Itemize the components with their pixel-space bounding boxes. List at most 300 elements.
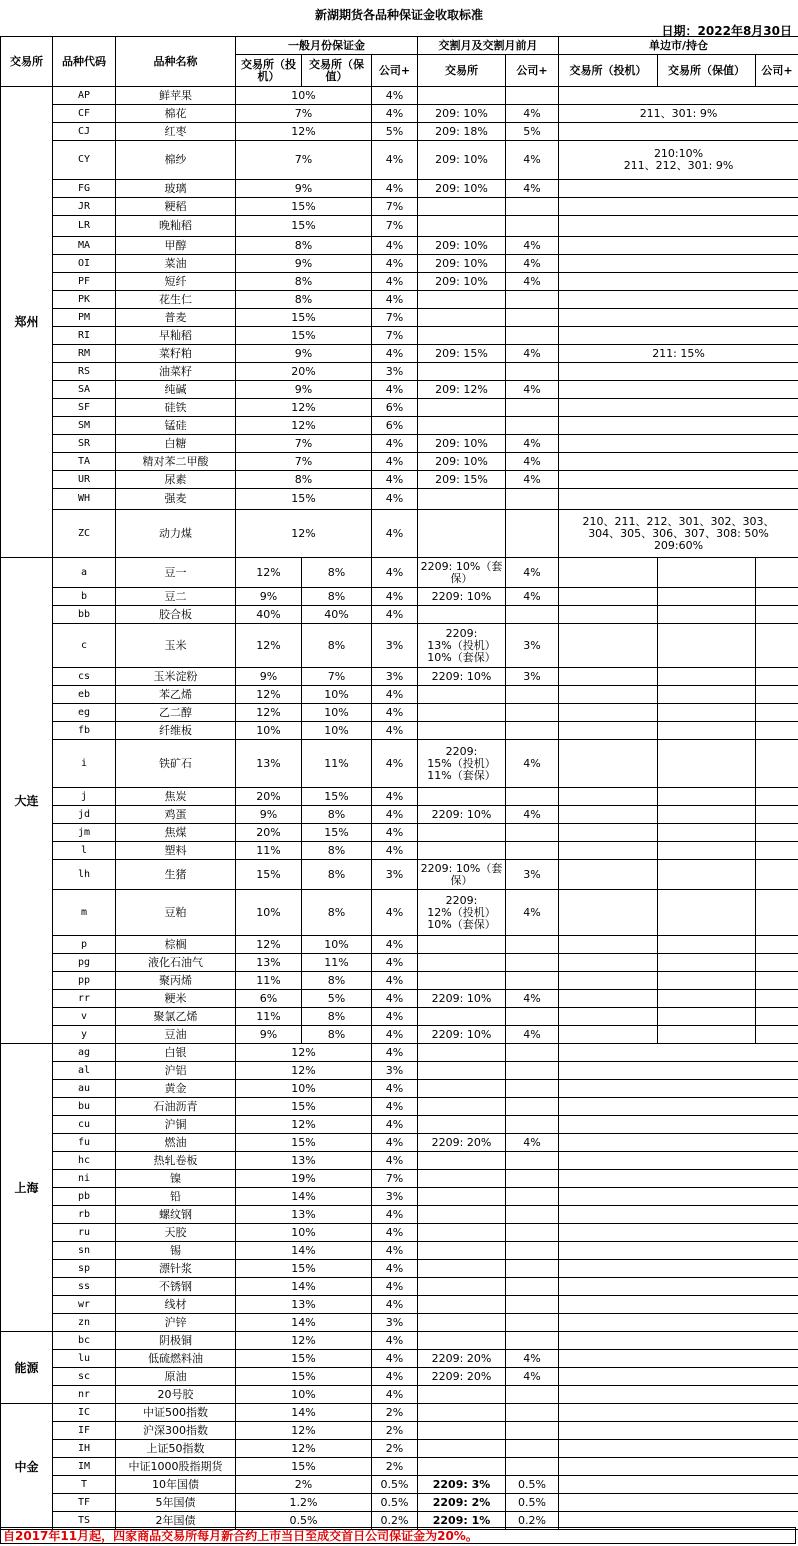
delivery-company-cell bbox=[506, 1062, 559, 1080]
unilateral-cell bbox=[559, 255, 798, 273]
general-cell: 0.5% bbox=[236, 1512, 372, 1530]
general-cell: 9% bbox=[236, 345, 372, 363]
delivery-company-cell: 4% bbox=[506, 273, 559, 291]
unilateral-company-cell bbox=[756, 990, 798, 1008]
unilateral-cell: 210、211、212、301、302、303、 304、305、306、307、308: 50% 209:60% bbox=[559, 510, 798, 558]
general-cell: 15% bbox=[236, 489, 372, 510]
code-cell: sp bbox=[53, 1260, 116, 1278]
code-cell: al bbox=[53, 1062, 116, 1080]
general-company-cell: 4% bbox=[372, 1350, 418, 1368]
general-company-cell: 4% bbox=[372, 1332, 418, 1350]
general-cell: 15% bbox=[236, 198, 372, 216]
delivery-cell bbox=[418, 510, 506, 558]
code-cell: jd bbox=[53, 806, 116, 824]
delivery-company-cell bbox=[506, 722, 559, 740]
name-cell: 锡 bbox=[116, 1242, 236, 1260]
delivery-company-cell bbox=[506, 686, 559, 704]
table-row bbox=[1, 327, 798, 345]
report-date: 日期：2022年8月30日 bbox=[661, 24, 792, 38]
delivery-cell bbox=[418, 1008, 506, 1026]
unilateral-spec-cell bbox=[559, 588, 658, 606]
code-cell: SM bbox=[53, 417, 116, 435]
delivery-cell bbox=[418, 1458, 506, 1476]
code-cell: fb bbox=[53, 722, 116, 740]
code-cell: TF bbox=[53, 1494, 116, 1512]
header-ex-hedge: 交易所（保值） bbox=[302, 55, 372, 87]
table-header bbox=[1, 37, 798, 87]
delivery-cell bbox=[418, 87, 506, 105]
unilateral-company-cell bbox=[756, 824, 798, 842]
general-cell: 7% bbox=[236, 141, 372, 180]
delivery-company-cell: 0.5% bbox=[506, 1494, 559, 1512]
name-cell: 铅 bbox=[116, 1188, 236, 1206]
general-cell: 15% bbox=[236, 1458, 372, 1476]
delivery-company-cell bbox=[506, 291, 559, 309]
unilateral-company-cell bbox=[756, 842, 798, 860]
delivery-company-cell bbox=[506, 972, 559, 990]
code-cell: zn bbox=[53, 1314, 116, 1332]
table-row bbox=[1, 1026, 798, 1044]
code-cell: ss bbox=[53, 1278, 116, 1296]
delivery-company-cell: 4% bbox=[506, 471, 559, 489]
general-cell: 12% bbox=[236, 1116, 372, 1134]
name-cell: 沪锌 bbox=[116, 1314, 236, 1332]
general-cell: 15% bbox=[236, 1260, 372, 1278]
general-cell: 12% bbox=[236, 123, 372, 141]
general-cell: 13% bbox=[236, 1296, 372, 1314]
unilateral-hedge-cell bbox=[658, 806, 756, 824]
general-hedge-cell: 7% bbox=[302, 668, 372, 686]
general-company-cell: 7% bbox=[372, 216, 418, 237]
general-hedge-cell: 15% bbox=[302, 824, 372, 842]
general-company-cell: 2% bbox=[372, 1458, 418, 1476]
delivery-company-cell: 4% bbox=[506, 435, 559, 453]
general-company-cell: 4% bbox=[372, 1224, 418, 1242]
delivery-cell: 2209: 2% bbox=[418, 1494, 506, 1512]
general-company-cell: 2% bbox=[372, 1422, 418, 1440]
table-row bbox=[1, 1494, 798, 1512]
page-title: 新湖期货各品种保证金收取标准 bbox=[314, 8, 483, 22]
table-row bbox=[1, 1116, 798, 1134]
delivery-cell: 2209: 1% bbox=[418, 1512, 506, 1530]
name-cell: 豆一 bbox=[116, 558, 236, 588]
code-cell: nr bbox=[53, 1386, 116, 1404]
delivery-cell bbox=[418, 936, 506, 954]
table-row bbox=[1, 399, 798, 417]
unilateral-cell bbox=[559, 1152, 798, 1170]
delivery-cell: 2209: 10% bbox=[418, 1026, 506, 1044]
delivery-company-cell bbox=[506, 1422, 559, 1440]
general-company-cell: 4% bbox=[372, 1116, 418, 1134]
name-cell: 玉米 bbox=[116, 624, 236, 668]
unilateral-cell: 211、301: 9% bbox=[559, 105, 798, 123]
table-row bbox=[1, 1350, 798, 1368]
general-cell: 12% bbox=[236, 1440, 372, 1458]
general-hedge-cell: 10% bbox=[302, 722, 372, 740]
unilateral-cell bbox=[559, 399, 798, 417]
general-company-cell: 3% bbox=[372, 624, 418, 668]
general-company-cell: 4% bbox=[372, 704, 418, 722]
unilateral-cell bbox=[559, 291, 798, 309]
unilateral-cell bbox=[559, 237, 798, 255]
table-row bbox=[1, 1458, 798, 1476]
unilateral-hedge-cell bbox=[658, 788, 756, 806]
unilateral-cell bbox=[559, 471, 798, 489]
delivery-company-cell bbox=[506, 1458, 559, 1476]
name-cell: 铁矿石 bbox=[116, 740, 236, 788]
unilateral-cell bbox=[559, 1458, 798, 1476]
name-cell: 棕榈 bbox=[116, 936, 236, 954]
unilateral-hedge-cell bbox=[658, 624, 756, 668]
delivery-company-cell: 4% bbox=[506, 105, 559, 123]
unilateral-cell bbox=[559, 273, 798, 291]
header-ex-spec: 交易所（投机） bbox=[236, 55, 302, 87]
table-row bbox=[1, 1314, 798, 1332]
table-row bbox=[1, 1098, 798, 1116]
general-spec-cell: 10% bbox=[236, 722, 302, 740]
delivery-cell bbox=[418, 704, 506, 722]
unilateral-company-cell bbox=[756, 1026, 798, 1044]
table-body bbox=[1, 87, 798, 1530]
unilateral-hedge-cell bbox=[658, 1008, 756, 1026]
unilateral-spec-cell bbox=[559, 936, 658, 954]
delivery-cell: 209: 18% bbox=[418, 123, 506, 141]
name-cell: 白银 bbox=[116, 1044, 236, 1062]
delivery-company-cell: 3% bbox=[506, 860, 559, 890]
name-cell: 镍 bbox=[116, 1170, 236, 1188]
unilateral-company-cell bbox=[756, 1008, 798, 1026]
header-delivery: 交割月及交割月前月 bbox=[418, 37, 559, 55]
unilateral-cell bbox=[559, 1062, 798, 1080]
code-cell: JR bbox=[53, 198, 116, 216]
general-company-cell: 4% bbox=[372, 381, 418, 399]
name-cell: 上证50指数 bbox=[116, 1440, 236, 1458]
general-company-cell: 4% bbox=[372, 990, 418, 1008]
general-cell: 10% bbox=[236, 1080, 372, 1098]
general-spec-cell: 11% bbox=[236, 842, 302, 860]
unilateral-spec-cell bbox=[559, 668, 658, 686]
header-unilateral-company: 公司+ bbox=[756, 55, 798, 87]
delivery-company-cell bbox=[506, 1170, 559, 1188]
table-row bbox=[1, 860, 798, 890]
unilateral-hedge-cell bbox=[658, 606, 756, 624]
code-cell: eg bbox=[53, 704, 116, 722]
unilateral-hedge-cell bbox=[658, 824, 756, 842]
delivery-company-cell: 4% bbox=[506, 806, 559, 824]
unilateral-hedge-cell bbox=[658, 1026, 756, 1044]
code-cell: bu bbox=[53, 1098, 116, 1116]
general-company-cell: 4% bbox=[372, 972, 418, 990]
general-company-cell: 4% bbox=[372, 1134, 418, 1152]
general-hedge-cell: 10% bbox=[302, 936, 372, 954]
unilateral-company-cell bbox=[756, 606, 798, 624]
delivery-company-cell bbox=[506, 824, 559, 842]
delivery-company-cell bbox=[506, 936, 559, 954]
name-cell: 10年国债 bbox=[116, 1476, 236, 1494]
general-hedge-cell: 5% bbox=[302, 990, 372, 1008]
unilateral-cell: 210:10% 211、212、301: 9% bbox=[559, 141, 798, 180]
table-row bbox=[1, 1062, 798, 1080]
general-company-cell: 4% bbox=[372, 1008, 418, 1026]
unilateral-cell bbox=[559, 216, 798, 237]
table-row bbox=[1, 788, 798, 806]
general-cell: 19% bbox=[236, 1170, 372, 1188]
code-cell: c bbox=[53, 624, 116, 668]
delivery-cell bbox=[418, 291, 506, 309]
delivery-cell bbox=[418, 363, 506, 381]
general-company-cell: 4% bbox=[372, 141, 418, 180]
delivery-company-cell bbox=[506, 1008, 559, 1026]
general-spec-cell: 9% bbox=[236, 1026, 302, 1044]
unilateral-hedge-cell bbox=[658, 588, 756, 606]
unilateral-spec-cell bbox=[559, 1026, 658, 1044]
general-company-cell: 4% bbox=[372, 1278, 418, 1296]
delivery-cell bbox=[418, 1404, 506, 1422]
general-company-cell: 4% bbox=[372, 345, 418, 363]
code-cell: wr bbox=[53, 1296, 116, 1314]
code-cell: j bbox=[53, 788, 116, 806]
delivery-company-cell bbox=[506, 1386, 559, 1404]
code-cell: rr bbox=[53, 990, 116, 1008]
code-cell: PF bbox=[53, 273, 116, 291]
name-cell: 豆粕 bbox=[116, 890, 236, 936]
delivery-company-cell: 4% bbox=[506, 237, 559, 255]
general-cell: 13% bbox=[236, 1152, 372, 1170]
unilateral-spec-cell bbox=[559, 860, 658, 890]
name-cell: 棉纱 bbox=[116, 141, 236, 180]
general-spec-cell: 20% bbox=[236, 824, 302, 842]
general-company-cell: 7% bbox=[372, 198, 418, 216]
table-row bbox=[1, 1296, 798, 1314]
general-hedge-cell: 8% bbox=[302, 558, 372, 588]
table-row bbox=[1, 704, 798, 722]
general-hedge-cell: 10% bbox=[302, 704, 372, 722]
general-company-cell: 4% bbox=[372, 1386, 418, 1404]
code-cell: cs bbox=[53, 668, 116, 686]
general-company-cell: 7% bbox=[372, 327, 418, 345]
unilateral-spec-cell bbox=[559, 606, 658, 624]
code-cell: sc bbox=[53, 1368, 116, 1386]
delivery-company-cell: 3% bbox=[506, 624, 559, 668]
general-spec-cell: 12% bbox=[236, 624, 302, 668]
delivery-cell bbox=[418, 606, 506, 624]
general-hedge-cell: 8% bbox=[302, 806, 372, 824]
unilateral-cell bbox=[559, 1422, 798, 1440]
delivery-cell bbox=[418, 1242, 506, 1260]
table-row bbox=[1, 1170, 798, 1188]
table-row bbox=[1, 1224, 798, 1242]
unilateral-cell bbox=[559, 1224, 798, 1242]
unilateral-spec-cell bbox=[559, 722, 658, 740]
delivery-cell: 209: 10% bbox=[418, 435, 506, 453]
footer-note: 自2017年11月起，四家商品交易所每月新合约上市当日至成交首日公司保证金为20%。 bbox=[0, 1527, 796, 1544]
unilateral-cell bbox=[559, 1494, 798, 1512]
header-code: 品种代码 bbox=[53, 37, 116, 87]
delivery-cell: 2209: 10%（套 保） bbox=[418, 558, 506, 588]
name-cell: 红枣 bbox=[116, 123, 236, 141]
code-cell: a bbox=[53, 558, 116, 588]
unilateral-hedge-cell bbox=[658, 860, 756, 890]
table-row bbox=[1, 237, 798, 255]
general-hedge-cell: 8% bbox=[302, 588, 372, 606]
delivery-company-cell bbox=[506, 1332, 559, 1350]
general-company-cell: 4% bbox=[372, 471, 418, 489]
delivery-cell: 2209: 20% bbox=[418, 1368, 506, 1386]
delivery-cell: 2209: 10% bbox=[418, 806, 506, 824]
code-cell: l bbox=[53, 842, 116, 860]
general-cell: 20% bbox=[236, 363, 372, 381]
unilateral-cell bbox=[559, 1116, 798, 1134]
name-cell: 中证1000股指期货 bbox=[116, 1458, 236, 1476]
name-cell: 沪铝 bbox=[116, 1062, 236, 1080]
general-company-cell: 4% bbox=[372, 890, 418, 936]
delivery-company-cell bbox=[506, 1116, 559, 1134]
name-cell: 晚籼稻 bbox=[116, 216, 236, 237]
name-cell: 2年国债 bbox=[116, 1512, 236, 1530]
delivery-cell: 209: 12% bbox=[418, 381, 506, 399]
general-company-cell: 4% bbox=[372, 936, 418, 954]
delivery-company-cell bbox=[506, 1440, 559, 1458]
name-cell: 焦煤 bbox=[116, 824, 236, 842]
code-cell: i bbox=[53, 740, 116, 788]
general-cell: 12% bbox=[236, 417, 372, 435]
name-cell: 胶合板 bbox=[116, 606, 236, 624]
table-row bbox=[1, 1332, 798, 1350]
unilateral-cell bbox=[559, 1242, 798, 1260]
unilateral-cell bbox=[559, 198, 798, 216]
code-cell: UR bbox=[53, 471, 116, 489]
general-cell: 10% bbox=[236, 1386, 372, 1404]
general-cell: 15% bbox=[236, 1134, 372, 1152]
unilateral-spec-cell bbox=[559, 686, 658, 704]
delivery-company-cell bbox=[506, 198, 559, 216]
general-cell: 12% bbox=[236, 1332, 372, 1350]
unilateral-cell bbox=[559, 1206, 798, 1224]
unilateral-cell: 211: 15% bbox=[559, 345, 798, 363]
name-cell: 花生仁 bbox=[116, 291, 236, 309]
delivery-company-cell bbox=[506, 1242, 559, 1260]
table-row bbox=[1, 740, 798, 788]
general-hedge-cell: 10% bbox=[302, 686, 372, 704]
general-company-cell: 2% bbox=[372, 1440, 418, 1458]
code-cell: CY bbox=[53, 141, 116, 180]
delivery-company-cell: 4% bbox=[506, 1350, 559, 1368]
delivery-cell bbox=[418, 1296, 506, 1314]
name-cell: 菜籽粕 bbox=[116, 345, 236, 363]
name-cell: 鲜苹果 bbox=[116, 87, 236, 105]
general-cell: 14% bbox=[236, 1188, 372, 1206]
name-cell: 豆二 bbox=[116, 588, 236, 606]
unilateral-cell bbox=[559, 327, 798, 345]
name-cell: 白糖 bbox=[116, 435, 236, 453]
delivery-cell: 2209: 3% bbox=[418, 1476, 506, 1494]
general-hedge-cell: 8% bbox=[302, 1026, 372, 1044]
delivery-cell: 2209: 20% bbox=[418, 1350, 506, 1368]
delivery-company-cell bbox=[506, 842, 559, 860]
general-spec-cell: 12% bbox=[236, 936, 302, 954]
exchange-cell: 郑州 bbox=[1, 87, 53, 558]
general-spec-cell: 9% bbox=[236, 588, 302, 606]
name-cell: 天胶 bbox=[116, 1224, 236, 1242]
unilateral-company-cell bbox=[756, 806, 798, 824]
delivery-cell bbox=[418, 1062, 506, 1080]
unilateral-spec-cell bbox=[559, 890, 658, 936]
general-cell: 12% bbox=[236, 510, 372, 558]
general-company-cell: 4% bbox=[372, 1152, 418, 1170]
general-cell: 14% bbox=[236, 1404, 372, 1422]
general-company-cell: 4% bbox=[372, 842, 418, 860]
unilateral-cell bbox=[559, 1386, 798, 1404]
delivery-cell: 2209: 12%（投机） 10%（套保） bbox=[418, 890, 506, 936]
delivery-company-cell: 4% bbox=[506, 1134, 559, 1152]
header-general: 一般月份保证金 bbox=[236, 37, 418, 55]
unilateral-company-cell bbox=[756, 668, 798, 686]
name-cell: 焦炭 bbox=[116, 788, 236, 806]
name-cell: 液化石油气 bbox=[116, 954, 236, 972]
delivery-cell bbox=[418, 399, 506, 417]
unilateral-cell bbox=[559, 1314, 798, 1332]
header-unilateral: 单边市/持仓 bbox=[559, 37, 798, 55]
name-cell: 纤维板 bbox=[116, 722, 236, 740]
table-row bbox=[1, 1152, 798, 1170]
delivery-cell: 2209: 15%（投机） 11%（套保） bbox=[418, 740, 506, 788]
table-row bbox=[1, 722, 798, 740]
unilateral-cell bbox=[559, 1332, 798, 1350]
general-company-cell: 4% bbox=[372, 1242, 418, 1260]
code-cell: RM bbox=[53, 345, 116, 363]
code-cell: RI bbox=[53, 327, 116, 345]
general-hedge-cell: 11% bbox=[302, 954, 372, 972]
general-company-cell: 4% bbox=[372, 105, 418, 123]
name-cell: 20号胶 bbox=[116, 1386, 236, 1404]
table-row bbox=[1, 1206, 798, 1224]
general-spec-cell: 15% bbox=[236, 860, 302, 890]
delivery-company-cell: 4% bbox=[506, 345, 559, 363]
name-cell: 早籼稻 bbox=[116, 327, 236, 345]
exchange-cell: 能源 bbox=[1, 1332, 53, 1404]
unilateral-spec-cell bbox=[559, 740, 658, 788]
delivery-cell bbox=[418, 1386, 506, 1404]
delivery-cell bbox=[418, 1260, 506, 1278]
code-cell: m bbox=[53, 890, 116, 936]
general-hedge-cell: 8% bbox=[302, 1008, 372, 1026]
table-row bbox=[1, 668, 798, 686]
delivery-cell: 209: 10% bbox=[418, 237, 506, 255]
general-cell: 1.2% bbox=[236, 1494, 372, 1512]
code-cell: y bbox=[53, 1026, 116, 1044]
name-cell: 原油 bbox=[116, 1368, 236, 1386]
header-exchange: 交易所 bbox=[1, 37, 53, 87]
general-company-cell: 4% bbox=[372, 606, 418, 624]
general-cell: 7% bbox=[236, 435, 372, 453]
table-row bbox=[1, 1476, 798, 1494]
unilateral-cell bbox=[559, 1188, 798, 1206]
general-company-cell: 4% bbox=[372, 1368, 418, 1386]
delivery-cell bbox=[418, 1440, 506, 1458]
code-cell: TA bbox=[53, 453, 116, 471]
name-cell: 中证500指数 bbox=[116, 1404, 236, 1422]
unilateral-cell bbox=[559, 180, 798, 198]
unilateral-cell bbox=[559, 1368, 798, 1386]
table-row bbox=[1, 489, 798, 510]
general-cell: 12% bbox=[236, 399, 372, 417]
unilateral-cell bbox=[559, 1134, 798, 1152]
general-spec-cell: 6% bbox=[236, 990, 302, 1008]
code-cell: WH bbox=[53, 489, 116, 510]
general-spec-cell: 10% bbox=[236, 890, 302, 936]
name-cell: 苯乙烯 bbox=[116, 686, 236, 704]
table-row bbox=[1, 123, 798, 141]
